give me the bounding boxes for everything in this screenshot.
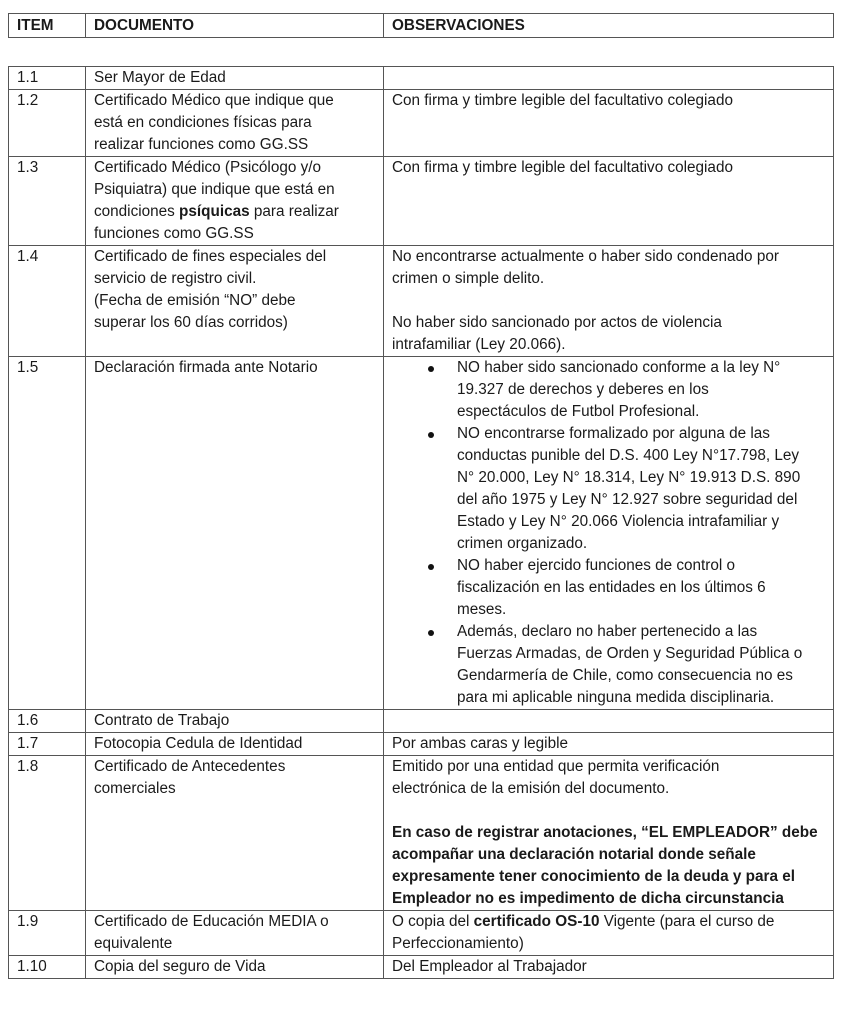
- observaciones-line: Con firma y timbre legible del facultativo colegiado: [392, 159, 733, 176]
- text-segment: para realizar: [249, 203, 339, 220]
- observaciones-cell: [384, 756, 834, 911]
- documento-line: Contrato de Trabajo: [94, 712, 230, 729]
- bullet-item: [457, 357, 833, 423]
- documento-cell: [86, 733, 384, 756]
- documento-line: superar los 60 días corridos): [94, 314, 288, 331]
- documento-line: Certificado de fines especiales del: [94, 248, 327, 265]
- observaciones-line: electrónica de la emisión del documento.: [392, 780, 670, 797]
- documento-cell: [86, 67, 384, 90]
- documento-line: está en condiciones físicas para: [94, 114, 312, 131]
- documento-cell: [86, 90, 384, 157]
- documento-line: Psiquiatra) que indique que está en: [94, 181, 335, 198]
- table-row: [9, 246, 834, 357]
- observaciones-cell: [384, 90, 834, 157]
- observaciones-line: [392, 911, 833, 933]
- bullet-line: Gendarmería de Chile, como consecuencia no es: [457, 667, 793, 684]
- table-row: [9, 956, 834, 979]
- header-row: [9, 14, 834, 38]
- paragraph-gap: [392, 290, 833, 312]
- observaciones-line: Emitido por una entidad que permita verificación: [392, 758, 720, 775]
- bullet-line: para mi aplicable ninguna medida disciplinaria.: [457, 689, 775, 706]
- bullet-item: [457, 555, 833, 621]
- observaciones-cell: [384, 911, 834, 956]
- documento-line: [94, 201, 383, 223]
- observaciones-line-bold: En caso de registrar anotaciones, “EL EMPLEADOR” debe: [392, 824, 818, 841]
- emphasis-text: certificado OS-10: [473, 913, 600, 930]
- table-row: [9, 710, 834, 733]
- text-segment: O copia del: [392, 913, 474, 930]
- documento-line: Certificado de Educación MEDIA o: [94, 913, 329, 930]
- item-number: 1.2: [9, 90, 86, 157]
- bullet-line: crimen organizado.: [457, 535, 588, 552]
- bullet-line: Fuerzas Armadas, de Orden y Seguridad Pública o: [457, 645, 803, 662]
- bullet-line: 19.327 de derechos y deberes en los: [457, 381, 709, 398]
- documento-line: funciones como GG.SS: [94, 225, 254, 242]
- requirements-table: [8, 66, 834, 979]
- bullet-line: N° 20.000, Ley N° 18.314, Ley N° 19.913 D.S. 890: [457, 469, 801, 486]
- observaciones-line-bold: Empleador no es impedimento de dicha circunstancia: [392, 890, 784, 907]
- documento-line: Ser Mayor de Edad: [94, 69, 226, 86]
- bullet-line: fiscalización en las entidades en los últimos 6: [457, 579, 766, 596]
- item-number: 1.3: [9, 157, 86, 246]
- paragraph-gap: [392, 800, 833, 822]
- header-table: [8, 13, 834, 38]
- text-segment: Vigente (para el curso de: [599, 913, 775, 930]
- documento-line: equivalente: [94, 935, 173, 952]
- documento-line: Declaración firmada ante Notario: [94, 359, 318, 376]
- table-row: [9, 90, 834, 157]
- table-row: [9, 157, 834, 246]
- documento-cell: [86, 357, 384, 710]
- observaciones-line: Con firma y timbre legible del facultativo colegiado: [392, 92, 733, 109]
- observaciones-cell: [384, 710, 834, 733]
- observaciones-cell: [384, 157, 834, 246]
- item-number: 1.10: [9, 956, 86, 979]
- observaciones-line: No haber sido sancionado por actos de violencia: [392, 314, 722, 331]
- documento-line: realizar funciones como GG.SS: [94, 136, 309, 153]
- documento-cell: [86, 756, 384, 911]
- documento-cell: [86, 911, 384, 956]
- emphasis-text: psíquicas: [179, 203, 250, 220]
- documento-line: servicio de registro civil.: [94, 270, 257, 287]
- item-number: 1.1: [9, 67, 86, 90]
- observaciones-line: Del Empleador al Trabajador: [392, 958, 587, 975]
- bullet-line: Estado y Ley N° 20.066 Violencia intrafamiliar y: [457, 513, 780, 530]
- bullet-line: espectáculos de Futbol Profesional.: [457, 403, 700, 420]
- observaciones-line-bold: acompañar una declaración notarial donde señale: [392, 846, 756, 863]
- documento-cell: [86, 246, 384, 357]
- item-number: 1.4: [9, 246, 86, 357]
- observaciones-line: Perfeccionamiento): [392, 935, 524, 952]
- header-observaciones: OBSERVACIONES: [384, 14, 834, 38]
- item-number: 1.9: [9, 911, 86, 956]
- documento-line: comerciales: [94, 780, 176, 797]
- documento-cell: [86, 157, 384, 246]
- table-row: [9, 67, 834, 90]
- bullet-line: Además, declaro no haber pertenecido a las: [457, 623, 758, 640]
- item-number: 1.5: [9, 357, 86, 710]
- observaciones-line: crimen o simple delito.: [392, 270, 545, 287]
- bullet-line: NO encontrarse formalizado por alguna de las: [457, 425, 770, 442]
- observaciones-line: intrafamiliar (Ley 20.066).: [392, 336, 566, 353]
- bullet-line: NO haber ejercido funciones de control o: [457, 557, 736, 574]
- bullet-line: meses.: [457, 601, 507, 618]
- documento-line: Certificado Médico que indique que: [94, 92, 334, 109]
- documento-line: (Fecha de emisión “NO” debe: [94, 292, 296, 309]
- documento-line: Certificado de Antecedentes: [94, 758, 286, 775]
- documento-cell: [86, 956, 384, 979]
- observaciones-line-bold: expresamente tener conocimiento de la deuda y para el: [392, 868, 795, 885]
- table-row: [9, 911, 834, 956]
- observaciones-cell: [384, 733, 834, 756]
- text-segment: condiciones: [94, 203, 180, 220]
- bullet-item: [457, 423, 833, 555]
- item-number: 1.6: [9, 710, 86, 733]
- observaciones-line: No encontrarse actualmente o haber sido condenado por: [392, 248, 779, 265]
- header-documento: DOCUMENTO: [86, 14, 384, 38]
- documento-line: Certificado Médico (Psicólogo y/o: [94, 159, 322, 176]
- bullet-list: [392, 357, 833, 709]
- observaciones-cell: [384, 67, 834, 90]
- table-row: [9, 357, 834, 710]
- bullet-item: [457, 621, 833, 709]
- observaciones-line: Por ambas caras y legible: [392, 735, 568, 752]
- observaciones-cell: [384, 956, 834, 979]
- bullet-line: del año 1975 y Ley N° 12.927 sobre seguridad del: [457, 491, 798, 508]
- observaciones-cell: [384, 246, 834, 357]
- item-number: 1.7: [9, 733, 86, 756]
- item-number: 1.8: [9, 756, 86, 911]
- documento-cell: [86, 710, 384, 733]
- header-item: ITEM: [9, 14, 86, 38]
- documento-line: Fotocopia Cedula de Identidad: [94, 735, 303, 752]
- observaciones-cell: [384, 357, 834, 710]
- table-row: [9, 756, 834, 911]
- documento-line: Copia del seguro de Vida: [94, 958, 266, 975]
- table-row: [9, 733, 834, 756]
- bullet-line: NO haber sido sancionado conforme a la ley N°: [457, 359, 781, 376]
- bullet-line: conductas punible del D.S. 400 Ley N°17.798, Ley: [457, 447, 800, 464]
